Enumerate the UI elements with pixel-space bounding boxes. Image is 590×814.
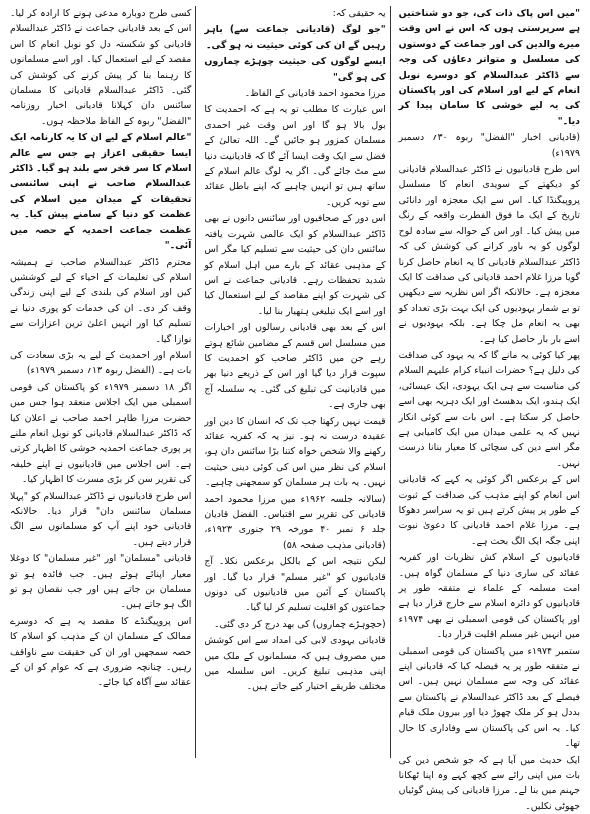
paragraph: کسی طرح دوبارہ مدعی ہونے کا ارادہ کر لیا۔ اس کے بعد قادیانی جماعت نے ڈاکٹر عبدالسلام قادیانی کو شکستہ دل کو نوبل انعام کا اس مقصد کے لیے استعمال کیا۔ اور اسے مسلمانوں کا رہنما بنا کر پیش کرنے کی کوشش کی گئی۔ ڈاکٹر عبدالسلام قادیانی کا مسلمان سائنس دان کہلانا قادیانی اخبار روزنامہ "الفضل" ربوہ کے الفاظ ملاحظہ ہوں۔ [10,6,191,129]
paragraph: ایسے لوگوں کی حیثیت چوہڑے چماروں کی ہو گی" [204,54,385,85]
paragraph: "عالم اسلام کے لیے ان کا یہ کارنامہ ایک ایسا حقیقی اعزاز ہے جس سے عالم اسلام کا سر فخر سے بلند ہو گیا۔ ڈاکٹر عبدالسلام صاحب نے اپنی سائنسی تحقیقات کے میدان میں اسلام کی عظمت کو دنیا کے سامنے پیش کیا۔ یہ عظمت جماعت احمدیہ کے حصہ میں آئی۔" [10,130,191,253]
paragraph: اس کے بعد بھی قادیانی رسالوں اور اخبارات میں مسلسل اس قسم کے مضامین شائع ہوتے رہے جن میں ڈاکٹر صاحب کو احمدیت کا سپوت قرار دیا گیا اور اس کے ذریعے دنیا بھر میں قادیانیت کی تبلیغ کی گئی۔ یہ سلسلہ آج بھی جاری ہے۔ [204,320,385,412]
paragraph: (حچوہڑے چماروں) کی بھد درج کر دی گئی۔ [204,617,385,632]
paragraph: (قادیانی اخبار "الفضل" ربوہ ۳۰؍ دسمبر ۱۹۷۹ء) [399,130,580,161]
paragraph: مرزا محمود احمد قادیانی کے الفاظ۔ [204,86,385,101]
paragraph: اگر ۱۸ دسمبر ۱۹۷۹ء کو پاکستان کی قومی اسمبلی میں ایک اجلاس منعقد ہوا جس میں حضرت مرزا طاہر احمد صاحب نے اعلان کیا کہ ڈاکٹر عبدالسلام قادیانی کو نوبل انعام ملنے پر پوری جماعت احمدیہ خوشی کا اظہار کرتی ہے۔ اس اجلاس میں قادیانیوں نے اپنے خلیفہ کی تقریر سن کر بڑی مسرت کا اظہار کیا۔ [10,380,191,488]
paragraph: یہ حقیقی کہ: [204,6,385,21]
paragraph: اس طرح قادیانیوں نے ڈاکٹر عبدالسلام کو "پہلا مسلمان سائنس دان" قرار دیا۔ حالانکہ قادیانی خود اپنے آپ کو مسلمانوں سے الگ قرار دیتے ہیں۔ [10,489,191,551]
paragraph: اس عبارت کا مطلب تو یہ ہے کہ احمدیت کا بول بالا ہو گا اور اس وقت غیر احمدی مسلمان کمزور ہو جائیں گے۔ اللہ تعالیٰ کے فضل سے ایک وقت ایسا آئے گا کہ قادیانیت دنیا سے مٹ جائے گی۔ اگر یہ لوگ عالم اسلام کے ساتھ ہیں تو انہیں چاہیے کہ اپنے باطل عقائد سے توبہ کریں۔ [204,102,385,210]
column-right [395,6,584,758]
paragraph: اسلام اور احمدیت کے لیے یہ بڑی سعادت کی بات ہے۔ (الفضل ربوہ ۱۳؍ دسمبر ۱۹۷۹ء) [10,348,191,379]
paragraph: "جو لوگ (قادیانی جماعت سے) باہر رہیں گے ان کی کوئی حیثیت نہ ہو گی۔ [204,22,385,53]
text-columns [6,6,584,758]
column-right-body [395,6,584,814]
paragraph: (سالانہ جلسہ ۱۹۶۲ء میں مرزا محمود احمد قادیانی کی تقریر سے اقتباس۔ الفضل قادیان جلد ۶ نمبر ۴۰ مورخہ ۲۹ جنوری ۱۹۲۳ء، (قادیانی مذہب صفحہ ۵۸) [204,492,385,554]
paragraph: قیمت نہیں رکھتا جب تک کہ انسان کا دین اور عقیدہ درست نہ ہو۔ نیز یہ کہ کفریہ عقائد رکھنے والا شخص خواہ کتنا بڑا سائنس دان ہو، اسلام کی نظر میں اس کی کوئی دینی حیثیت نہیں۔ یہ بات ہر مسلمان کو سمجھنی چاہیے۔ [204,414,385,491]
paragraph: اس پروپیگنڈے کا مقصد یہ ہے کہ دوسرے ممالک کے مسلمان ان کے مذہب کو اسلام کا حصہ سمجھیں اور ان کی حقیقت سے ناواقف رہیں۔ چنانچہ ضروری ہے کہ عوام کو ان کے عقائد سے آگاہ کیا جائے۔ [10,614,191,691]
paragraph: قادیانی "مسلمان" اور "غیر مسلمان" کا دوغلا معیار اپنائے ہوئے ہیں۔ جب فائدہ ہو تو مسلمان بن جاتے ہیں اور جب نقصان ہو تو الگ ہو جاتے ہیں۔ [10,551,191,613]
paragraph: "میں اس پاک ذات کی، جو دو شناختیں ہے سرپرستی ہوں کہ اس نے اس وقت میرے والدین کی اور جماعت کے دوستوں کی مسلسل و متواتر دعاؤں کی وجہ سے ڈاکٹر عبدالسلام کو دوسرے نوبل انعام کے لیے اور اسلام کی اور پاکستان کی یہ لیے خوشی کا سامان پیدا کر دیا۔" [399,6,580,129]
column-left [6,6,196,758]
paragraph: پھر کیا کوئی یہ مانے گا کہ یہ یہود کی صداقت کی دلیل ہے؟ حضرات انبیاء کرام علیہم السلام کی مناسبت سے ہی ایک یہودی، ایک عیسائی، ایک ہندو، ایک بدھسٹ اور ایک دہریہ بھی اسے حاصل کر سکتا ہے۔ اس بات سے کوئی انکار نہیں کہ یہ علمی میدان میں ایک کامیابی ہے مگر اسے دین کی سچائی کا معیار بنانا درست نہیں۔ [399,348,580,471]
paragraph: لیکن نتیجہ اس کے بالکل برعکس نکلا۔ آج قادیانیوں کو "غیر مسلم" قرار دیا گیا۔ اور پاکستان کے آئین میں قادیانیوں کی دونوں جماعتوں کو اقلیت تسلیم کر لیا گیا۔ [204,554,385,616]
paragraph: اس کے برعکس اگر کوئی یہ کہے کہ قادیانی اس انعام کو اپنے مذہب کی صداقت کے ثبوت کے طور پر پیش کرتے ہیں تو یہ سراسر دھوکا ہے۔ مرزا غلام احمد قادیانی کا دعویٰ نبوت اپنی جگہ ایک الگ بحث ہے۔ [399,472,580,549]
paragraph: ستمبر ۱۹۷۴ء میں پاکستان کی قومی اسمبلی نے متفقہ طور پر یہ فیصلہ کیا کہ قادیانی اپنے عقائد کی وجہ سے مسلمان نہیں ہیں۔ اس فیصلے کے بعد ڈاکٹر عبدالسلام نے پاکستان سے بددل ہو کر ملک چھوڑ دیا اور بیرون ملک قیام کیا۔ یہ اس کی پاکستان سے وفاداری کا حال تھا۔ [399,644,580,752]
paragraph: اس طرح قادیانیوں نے ڈاکٹر عبدالسلام قادیانی کو دیکھتے کے سویدی انعام کا مسلسل پروپیگنڈا کیا۔ اس سے ایک معجزہ اور دانائی تاریخ کے ایک ما فوق الفطرت واقعہ کے رنگ میں پیش کیا۔ اور اس کے حوالہ سے سادہ لوح لوگوں کو یہ باور کرانے کی کوشش کی کہ ڈاکٹر عبدالسلام قادیانی کا یہ انعام حاصل کرنا گویا مرزا غلام احمد قادیانی کی صداقت کا ایک معجزہ ہے۔ حالانکہ اگر اس نظریہ سے دیکھیں تو بے شمار یہودیوں کی ایک بہت بڑی تعداد کو بھی یہ انعام مل چکا ہے۔ بلکہ یہودیوں نے اسے بار بار حاصل کیا ہے۔ [399,162,580,347]
paragraph: اس دور کے صحافیوں اور سائنس دانوں نے بھی ڈاکٹر عبدالسلام کو ایک عالمی شہرت یافتہ سائنس دان کی حیثیت سے تسلیم کیا مگر اس کے مذہبی عقائد کے بارے میں اہل اسلام کو شدید تحفظات رہے۔ قادیانی جماعت نے اس کی شہرت کو اپنے مقاصد کے لیے استعمال کیا اور اسے ایک تبلیغی ہتھیار بنا لیا۔ [204,211,385,319]
column-left-body [6,6,195,691]
paragraph: ایک حدیث میں آیا ہے کہ جو شخص دین کی بات میں اپنی رائے سے کچھ کہے وہ اپنا ٹھکانا جہنم میں بنا لے۔ مرزا قادیانی کی پیش گوئیاں جھوٹی نکلیں۔ [399,753,580,814]
paragraph: محترم ڈاکٹر عبدالسلام صاحب نے ہمیشہ اسلام کی تعلیمات کے احیاء کے لیے کوششیں کیں اور اسلام کی بلندی کے لیے اپنی زندگی وقف کر دی۔ ان کی خدمات کو پوری دنیا نے تسلیم کیا اور انہیں اعلیٰ ترین اعزازات سے نوازا گیا۔ [10,255,191,347]
column-middle-body [200,6,389,695]
paragraph: قادیانیوں کے اسلام کش نظریات اور کفریہ عقائد کی ساری دنیا کے مسلمان گواہ ہیں۔ امت مسلمہ کے علماء نے متفقہ طور پر قادیانیوں کو دائرہ اسلام سے خارج قرار دیا ہے اور پاکستان کی قومی اسمبلی نے بھی ۱۹۷۴ء میں انہیں غیر مسلم اقلیت قرار دیا۔ [399,550,580,642]
column-middle [200,6,390,758]
paragraph: قادیانی یہودی لابی کی امداد سے اس کوشش میں مصروف ہیں کہ مسلمانوں کے ملک میں اپنی مذہبی تبلیغ کریں۔ اس سلسلہ میں مختلف طریقے اختیار کیے جاتے ہیں۔ [204,633,385,695]
